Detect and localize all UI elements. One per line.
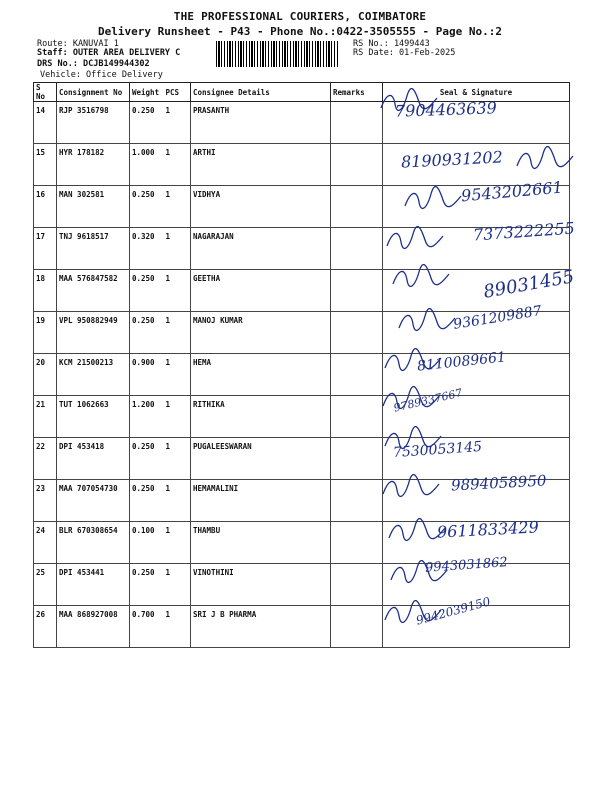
row-weight: 0.250: [130, 438, 164, 480]
row-pcs: 1: [164, 144, 191, 186]
row-sno: 18: [34, 270, 57, 312]
row-remarks: [331, 102, 383, 144]
handwritten-phone: 9361209887: [452, 303, 543, 333]
table-row: [34, 228, 570, 270]
col-remarks: Remarks: [331, 83, 383, 102]
signature-scribble: [397, 308, 457, 334]
runsheet-subtitle: Delivery Runsheet - P43 - Phone No.:0422-3505555 - Page No.:2: [98, 25, 502, 38]
row-sno: 16: [34, 186, 57, 228]
rs-date: RS Date: 01-Feb-2025: [353, 48, 456, 58]
row-sno: 15: [34, 144, 57, 186]
col-consignee: Consignee Details: [191, 83, 331, 102]
handwritten-phone: 9789337667: [392, 386, 464, 415]
row-consignment-no: KCM 21500213: [57, 354, 130, 396]
signature-scribble: [515, 146, 575, 172]
row-pcs: 1: [164, 480, 191, 522]
row-consignee: HEMA: [191, 354, 331, 396]
row-seal-signature: [383, 266, 576, 312]
row-remarks: [331, 186, 383, 228]
row-consignee: RITHIKA: [191, 396, 331, 438]
row-consignee: VINOTHINI: [191, 564, 331, 606]
row-remarks: [331, 270, 383, 312]
drs-number: DRS No.: DCJB149944302: [37, 59, 150, 69]
handwritten-phone: 7373222255: [472, 218, 576, 245]
handwritten-phone: 9894058950: [450, 471, 547, 495]
handwritten-phone: 9611833429: [436, 517, 540, 542]
row-pcs: 1: [164, 270, 191, 312]
row-sno: 24: [34, 522, 57, 564]
row-consignment-no: HYR 178182: [57, 144, 130, 186]
row-consignment-no: DPI 453418: [57, 438, 130, 480]
row-sno: 25: [34, 564, 57, 606]
row-remarks: [331, 564, 383, 606]
row-seal-signature: [383, 471, 570, 522]
table-row: [34, 270, 570, 312]
signature-scribble: [381, 474, 441, 500]
table-row: [34, 480, 570, 522]
row-consignment-no: TUT 1062663: [57, 396, 130, 438]
row-sno: 26: [34, 606, 57, 648]
row-remarks: [331, 144, 383, 186]
row-weight: 0.250: [130, 564, 164, 606]
rs-number: RS No.: 1499443: [353, 39, 430, 49]
handwritten-phone: 7904463639: [394, 98, 498, 121]
row-weight: 0.250: [130, 480, 164, 522]
row-consignee: SRI J B PHARMA: [191, 606, 331, 648]
barcode: [216, 41, 338, 67]
row-pcs: 1: [164, 564, 191, 606]
row-consignment-no: VPL 950882949: [57, 312, 130, 354]
row-sno: 22: [34, 438, 57, 480]
row-consignee: HEMAMALINI: [191, 480, 331, 522]
row-remarks: [331, 312, 383, 354]
row-consignment-no: DPI 453441: [57, 564, 130, 606]
row-remarks: [331, 396, 383, 438]
row-consignee: VIDHYA: [191, 186, 331, 228]
row-sno: 21: [34, 396, 57, 438]
row-remarks: [331, 480, 383, 522]
row-consignee: NAGARAJAN: [191, 228, 331, 270]
row-consignment-no: MAA 576847582: [57, 270, 130, 312]
row-pcs: 1: [164, 186, 191, 228]
row-weight: 1.200: [130, 396, 164, 438]
col-weight: Weight: [130, 83, 164, 102]
row-remarks: [331, 354, 383, 396]
row-pcs: 1: [164, 438, 191, 480]
signature-scribble: [385, 226, 445, 252]
route-label: Route: KANUVAI 1: [37, 39, 119, 49]
row-sno: 20: [34, 354, 57, 396]
handwritten-phone: 8190931202: [400, 147, 504, 172]
col-pcs: PCS: [164, 83, 191, 102]
signature-scribble: [403, 186, 463, 212]
row-remarks: [331, 606, 383, 648]
row-consignee: PRASANTH: [191, 102, 331, 144]
company-title: THE PROFESSIONAL COURIERS, COIMBATORE: [173, 10, 427, 23]
row-pcs: 1: [164, 606, 191, 648]
table-row: [34, 438, 570, 480]
row-pcs: 1: [164, 102, 191, 144]
col-seal-signature: Seal & Signature: [383, 83, 570, 102]
row-weight: 0.700: [130, 606, 164, 648]
row-consignment-no: MAN 302581: [57, 186, 130, 228]
row-remarks: [331, 522, 383, 564]
table-row: [34, 186, 570, 228]
row-weight: 0.250: [130, 312, 164, 354]
row-consignee: PUGALEESWARAN: [191, 438, 331, 480]
row-pcs: 1: [164, 228, 191, 270]
row-consignee: GEETHA: [191, 270, 331, 312]
runsheet-table: [33, 82, 576, 648]
row-weight: 1.000: [130, 144, 164, 186]
row-pcs: 1: [164, 312, 191, 354]
row-sno: 14: [34, 102, 57, 144]
vehicle-label: Vehicle: Office Delivery: [40, 70, 163, 80]
table-row: [34, 312, 570, 354]
table-row: [34, 144, 570, 186]
row-weight: 0.250: [130, 102, 164, 144]
row-consignee: MANOJ KUMAR: [191, 312, 331, 354]
row-consignment-no: RJP 3516798: [57, 102, 130, 144]
row-pcs: 1: [164, 396, 191, 438]
row-weight: 0.250: [130, 270, 164, 312]
row-seal-signature: [383, 98, 570, 144]
handwritten-phone: 8110089661: [416, 349, 507, 375]
col-sno: S No: [34, 83, 57, 102]
row-consignment-no: TNJ 9618517: [57, 228, 130, 270]
handwritten-phone: 89031455: [481, 266, 576, 303]
row-weight: 0.900: [130, 354, 164, 396]
row-consignment-no: BLR 670308654: [57, 522, 130, 564]
staff-label: Staff: OUTER AREA DELIVERY C: [37, 48, 181, 58]
row-consignee: ARTHI: [191, 144, 331, 186]
row-sno: 17: [34, 228, 57, 270]
col-consignment: Consignment No: [57, 83, 130, 102]
row-weight: 0.320: [130, 228, 164, 270]
row-remarks: [331, 438, 383, 480]
row-consignment-no: MAA 868927008: [57, 606, 130, 648]
row-sno: 19: [34, 312, 57, 354]
row-consignment-no: MAA 707054730: [57, 480, 130, 522]
signature-scribble: [391, 264, 451, 290]
row-weight: 0.250: [130, 186, 164, 228]
table-row: [34, 606, 570, 648]
table-row: [34, 354, 570, 396]
table-row: [34, 102, 570, 144]
row-pcs: 1: [164, 522, 191, 564]
row-weight: 0.100: [130, 522, 164, 564]
row-remarks: [331, 228, 383, 270]
handwritten-phone: 9543202661: [460, 177, 564, 206]
row-seal-signature: [383, 594, 570, 648]
handwritten-phone: 9942039150: [414, 594, 492, 628]
row-sno: 23: [34, 480, 57, 522]
table-row: [34, 396, 570, 438]
handwritten-phone: 9943031862: [424, 555, 509, 576]
row-consignee: THAMBU: [191, 522, 331, 564]
handwritten-phone: 7530053145: [392, 438, 483, 462]
row-pcs: 1: [164, 354, 191, 396]
